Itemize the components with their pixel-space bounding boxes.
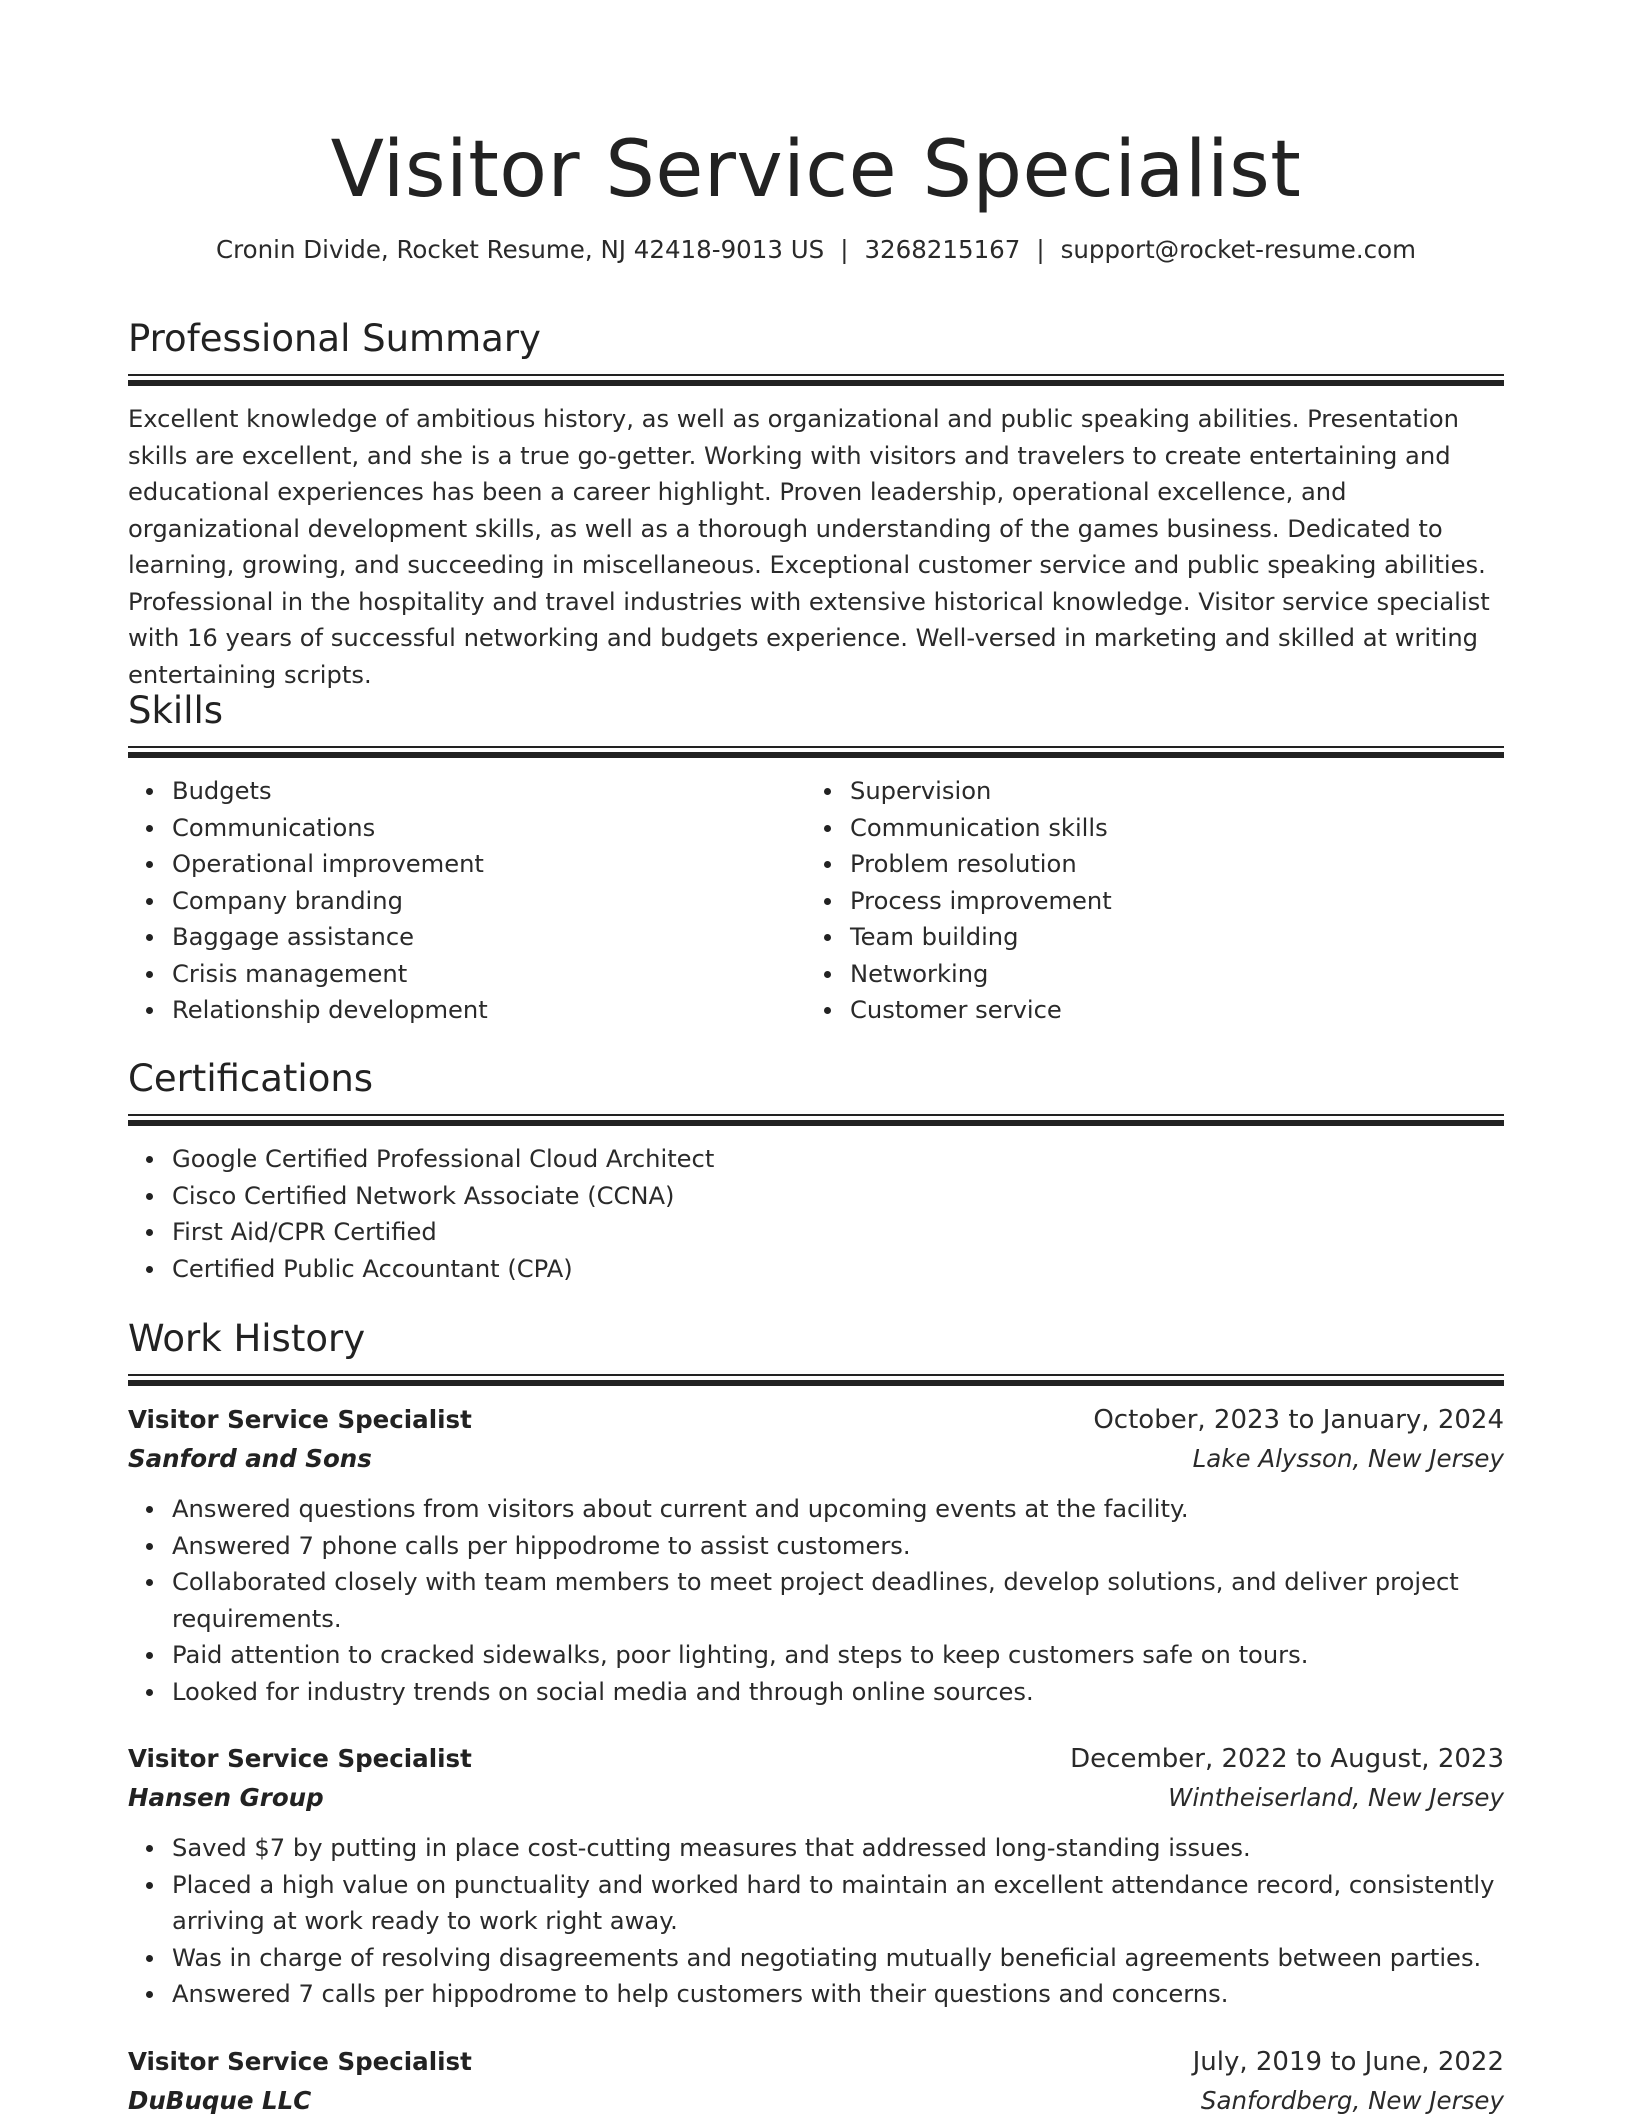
job-location: Wintheiserland, New Jersey bbox=[1168, 1783, 1504, 1812]
contact-line bbox=[128, 232, 1504, 268]
summary-section bbox=[128, 314, 1504, 693]
skill-item: Company branding bbox=[172, 883, 806, 920]
resume-page bbox=[128, 0, 1504, 2115]
job-dates: December, 2022 to August, 2023 bbox=[1070, 1744, 1504, 1774]
skill-item: Process improvement bbox=[850, 883, 1484, 920]
job-dates: October, 2023 to January, 2024 bbox=[1093, 1405, 1504, 1435]
skills-column-left bbox=[128, 773, 806, 1029]
skill-item: Supervision bbox=[850, 773, 1484, 810]
contact-phone: 3268215167 bbox=[864, 235, 1021, 264]
skill-item: Team building bbox=[850, 919, 1484, 956]
skill-item: Relationship development bbox=[172, 992, 806, 1029]
job-bullet: Answered questions from visitors about current and upcoming events at the facility. bbox=[172, 1491, 1504, 1528]
skill-item: Communication skills bbox=[850, 810, 1484, 847]
job-title: Visitor Service Specialist bbox=[128, 1405, 472, 1434]
job-title: Visitor Service Specialist bbox=[128, 1744, 472, 1773]
skill-item: Budgets bbox=[172, 773, 806, 810]
section-title-skills: Skills bbox=[128, 689, 224, 732]
certification-item: Cisco Certified Network Associate (CCNA) bbox=[172, 1178, 1504, 1215]
skill-item: Problem resolution bbox=[850, 846, 1484, 883]
job-bullet: Answered 7 phone calls per hippodrome to assist customers. bbox=[172, 1528, 1504, 1565]
section-divider bbox=[128, 1114, 1504, 1127]
certification-item: Certified Public Accountant (CPA) bbox=[172, 1251, 1504, 1288]
section-divider bbox=[128, 374, 1504, 387]
section-title-certifications: Certifications bbox=[128, 1057, 374, 1100]
contact-email: support@rocket-resume.com bbox=[1060, 235, 1416, 264]
job-bullet: Collaborated closely with team members to meet project deadlines, develop solutions, and deliver project requirements. bbox=[172, 1564, 1504, 1637]
contact-address: Cronin Divide, Rocket Resume, NJ 42418-9013 US bbox=[216, 235, 825, 264]
job-bullet: Placed a high value on punctuality and worked hard to maintain an excellent attendance record, consistently arriving at work ready to work right away. bbox=[172, 1867, 1504, 1940]
section-divider bbox=[128, 1374, 1504, 1387]
job-company: DuBuque LLC bbox=[128, 2085, 312, 2115]
contact-separator: | bbox=[1036, 235, 1045, 264]
work-history-section bbox=[128, 1314, 1504, 2121]
skill-item: Communications bbox=[172, 810, 806, 847]
job-bullet: Saved $7 by putting in place cost-cutting measures that addressed long-standing issues. bbox=[172, 1830, 1504, 1867]
resume-header bbox=[128, 118, 1504, 268]
summary-text: Excellent knowledge of ambitious history, as well as organizational and public speaking abilities. Presentation skills are excellent, and she is a true go-getter. Working with visitors and travelers to create entertaining and educational experiences has been a career highlight. Proven leadership, operational excellence, and organizational development skills, as well as a thorough understanding of the games business. Dedicated to learning, growing, and succeeding in miscellaneous. Exceptional customer service and public speaking abilities. Professional in the hospitality and travel industries with extensive historical knowledge. Visitor service specialist with 16 years of successful networking and budgets experience. Well-versed in marketing and skilled at writing entertaining scripts. bbox=[128, 405, 1490, 689]
job-company: Sanford and Sons bbox=[128, 1444, 372, 1473]
job-bullet: Was in charge of resolving disagreements and negotiating mutually beneficial agreements between parties. bbox=[172, 1940, 1504, 1977]
job-dates: July, 2019 to June, 2022 bbox=[1192, 2046, 1504, 2077]
job-bullet: Looked for industry trends on social media and through online sources. bbox=[172, 1674, 1504, 1711]
section-title-summary: Professional Summary bbox=[128, 317, 541, 360]
contact-separator: | bbox=[840, 235, 849, 264]
candidate-name: Visitor Service Specialist bbox=[330, 125, 1302, 215]
section-title-work-history: Work History bbox=[128, 1317, 366, 1360]
certifications-section bbox=[128, 1054, 1504, 1287]
job-bullet: Answered 7 calls per hippodrome to help customers with their questions and concerns. bbox=[172, 1976, 1504, 2013]
job-entry bbox=[128, 1401, 1504, 1710]
job-entry bbox=[128, 2043, 1504, 2121]
skills-column-right bbox=[806, 773, 1484, 1029]
certification-item: First Aid/CPR Certified bbox=[172, 1214, 1504, 1251]
section-divider bbox=[128, 746, 1504, 759]
job-title: Visitor Service Specialist bbox=[128, 2046, 472, 2076]
job-location: Sanfordberg, New Jersey bbox=[1200, 2085, 1504, 2115]
skill-item: Customer service bbox=[850, 992, 1484, 1029]
job-company: Hansen Group bbox=[128, 1783, 324, 1812]
skill-item: Networking bbox=[850, 956, 1484, 993]
job-location: Lake Alysson, New Jersey bbox=[1192, 1444, 1504, 1473]
skills-section bbox=[128, 686, 1504, 1029]
certification-item: Google Certified Professional Cloud Architect bbox=[172, 1141, 1504, 1178]
job-entry bbox=[128, 1740, 1504, 2013]
skill-item: Crisis management bbox=[172, 956, 806, 993]
job-bullet: Paid attention to cracked sidewalks, poor lighting, and steps to keep customers safe on tours. bbox=[172, 1637, 1504, 1674]
skill-item: Operational improvement bbox=[172, 846, 806, 883]
skills-columns bbox=[128, 773, 1504, 1029]
skill-item: Baggage assistance bbox=[172, 919, 806, 956]
